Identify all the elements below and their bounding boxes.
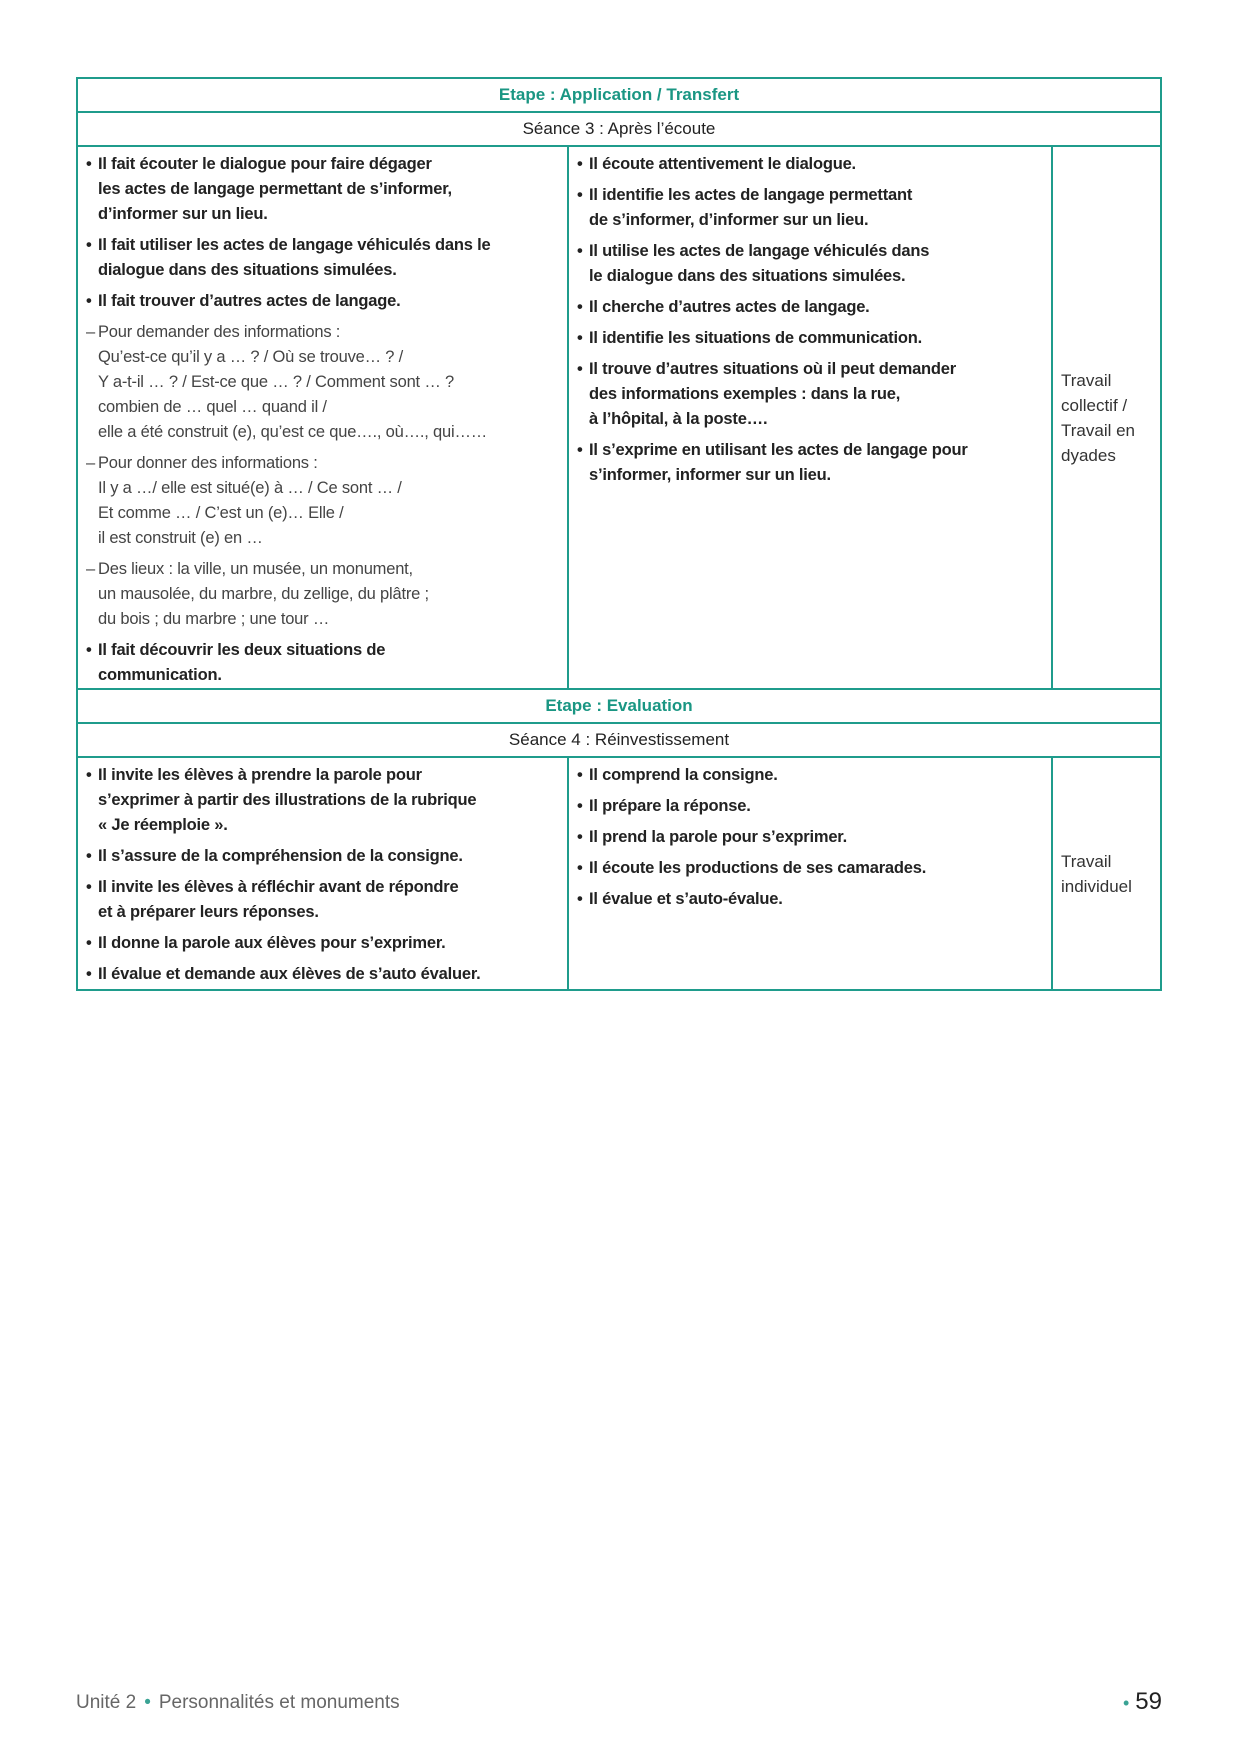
bullet-icon: • — [577, 242, 583, 260]
seance-title: Séance 4 : Réinvestissement — [508, 730, 730, 749]
list-item-text: Il invite les élèves à réfléchir avant de répondre et à préparer leurs réponses. — [98, 878, 459, 921]
list-item-text: Il trouve d’autres situations où il peut demander des informations exemples : dans la rue, à l’hôpital, à la poste…. — [589, 360, 957, 428]
list-item-text: Il écoute attentivement le dialogue. — [589, 155, 856, 173]
bullet-icon: • — [86, 155, 92, 173]
bullet-icon: • — [577, 155, 583, 173]
seance-row — [78, 113, 1160, 147]
seance-row — [78, 724, 1160, 758]
list-item-text: Il s’exprime en utilisant les actes de langage pour s’informer, informer sur un lieu. — [589, 441, 968, 484]
bullet-icon: • — [86, 641, 92, 659]
page-number — [1123, 1688, 1162, 1716]
list-item-text: Il évalue et demande aux élèves de s’auto évaluer. — [98, 965, 481, 983]
bullet-icon: – — [86, 560, 95, 578]
list-item-text: Il identifie les actes de langage permettant de s’informer, d’informer sur un lieu. — [589, 186, 913, 229]
list-item-text: Il fait trouver d’autres actes de langage. — [98, 292, 401, 310]
bullet-icon: • — [86, 292, 92, 310]
list-item — [86, 638, 559, 688]
list-item — [577, 794, 1043, 819]
list-item — [577, 295, 1043, 320]
list-item-text: Il fait utiliser les actes de langage véhiculés dans le dialogue dans des situations simulées. — [98, 236, 491, 279]
list-item — [577, 183, 1043, 233]
etape-title: Etape : Evaluation — [545, 696, 693, 715]
list-item — [577, 357, 1043, 432]
bullet-icon: • — [577, 298, 583, 316]
seance-body — [78, 147, 1160, 690]
list-item — [577, 825, 1043, 850]
bullet-icon: • — [86, 847, 92, 865]
list-item-text: Il fait découvrir les deux situations de communication. — [98, 641, 386, 684]
bullet-icon: • — [577, 329, 583, 347]
bullet-icon: • — [1122, 1693, 1130, 1713]
unit-label: Unité 2 — [76, 1692, 137, 1713]
bullet-icon: • — [577, 890, 583, 908]
list-item — [86, 844, 559, 869]
modality-cell: Travail collectif / Travail en dyades — [1061, 370, 1136, 465]
list-item-text: Il invite les élèves à prendre la parole pour s’exprimer à partir des illustrations de la rubrique « Je réemploie ». — [98, 766, 477, 834]
bullet-icon: • — [144, 1692, 151, 1713]
list-item-text: Il fait écouter le dialogue pour faire dégager les actes de langage permettant de s’informer, d’informer sur un lieu. — [98, 155, 452, 223]
bullet-icon: • — [86, 236, 92, 254]
teacher-column — [78, 758, 569, 989]
etape-row — [78, 690, 1160, 724]
list-item — [86, 451, 559, 551]
list-item — [577, 763, 1043, 788]
list-item — [577, 326, 1043, 351]
bullet-icon: • — [577, 766, 583, 784]
bullet-icon: • — [86, 766, 92, 784]
list-item-text: Il écoute les productions de ses camarades. — [589, 859, 927, 877]
list-item — [86, 557, 559, 632]
bullet-icon: • — [86, 934, 92, 952]
list-item-text: Pour donner des informations : Il y a …/ elle est situé(e) à … / Ce sont … / Et comme … / C’est un (e)… Elle / il est construit (e) en … — [98, 454, 402, 547]
list-item — [86, 962, 559, 987]
list-item — [86, 152, 559, 227]
list-item-text: Il comprend la consigne. — [589, 766, 778, 784]
seance-title: Séance 3 : Après l’écoute — [522, 119, 716, 138]
teacher-column — [78, 147, 569, 688]
list-item-text: Il évalue et s’auto-évalue. — [589, 890, 783, 908]
etape-title: Etape : Application / Transfert — [498, 85, 740, 104]
list-item — [86, 320, 559, 445]
list-item-text: Il identifie les situations de communication. — [589, 329, 922, 347]
learner-column — [569, 147, 1053, 688]
list-item-text: Il prend la parole pour s’exprimer. — [589, 828, 847, 846]
bullet-icon: • — [577, 186, 583, 204]
list-item-text: Il utilise les actes de langage véhiculés dans le dialogue dans des situations simulées. — [589, 242, 930, 285]
learner-column — [569, 758, 1053, 989]
list-item — [577, 438, 1043, 488]
bullet-icon: • — [577, 859, 583, 877]
lesson-table — [76, 77, 1162, 991]
etape-row — [78, 79, 1160, 113]
footer — [76, 1692, 400, 1714]
list-item — [86, 931, 559, 956]
bullet-icon: • — [577, 797, 583, 815]
bullet-icon: • — [86, 878, 92, 896]
list-item-text: Il donne la parole aux élèves pour s’exprimer. — [98, 934, 446, 952]
list-item — [577, 856, 1043, 881]
bullet-icon: • — [577, 828, 583, 846]
list-item-text: Il s’assure de la compréhension de la consigne. — [98, 847, 463, 865]
page-number-value: 59 — [1135, 1688, 1162, 1715]
list-item-text: Il prépare la réponse. — [589, 797, 751, 815]
list-item — [577, 239, 1043, 289]
bullet-icon: • — [86, 965, 92, 983]
list-item-text: Des lieux : la ville, un musée, un monument, un mausolée, du marbre, du zellige, du plâtre ; du bois ; du marbre ; une tour … — [98, 560, 429, 628]
bullet-icon: • — [577, 360, 583, 378]
bullet-icon: • — [577, 441, 583, 459]
seance-body — [78, 758, 1160, 989]
modality-cell: Travail individuel — [1061, 851, 1132, 896]
list-item — [86, 875, 559, 925]
bullet-icon: – — [86, 454, 95, 472]
list-item-text: Il cherche d’autres actes de langage. — [589, 298, 870, 316]
list-item-text: Pour demander des informations : Qu’est-ce qu’il y a … ? / Où se trouve… ? / Y a-t-il … ? / Est-ce que … ? / Comment sont … ? combien de … quel … quand il / elle a été construit (e), qu’est ce que…., où…., qui…… — [98, 323, 488, 441]
unit-title: Personnalités et monuments — [158, 1692, 400, 1713]
list-item — [577, 152, 1043, 177]
list-item — [86, 233, 559, 283]
bullet-icon: – — [86, 323, 95, 341]
list-item — [577, 887, 1043, 912]
list-item — [86, 289, 559, 314]
list-item — [86, 763, 559, 838]
